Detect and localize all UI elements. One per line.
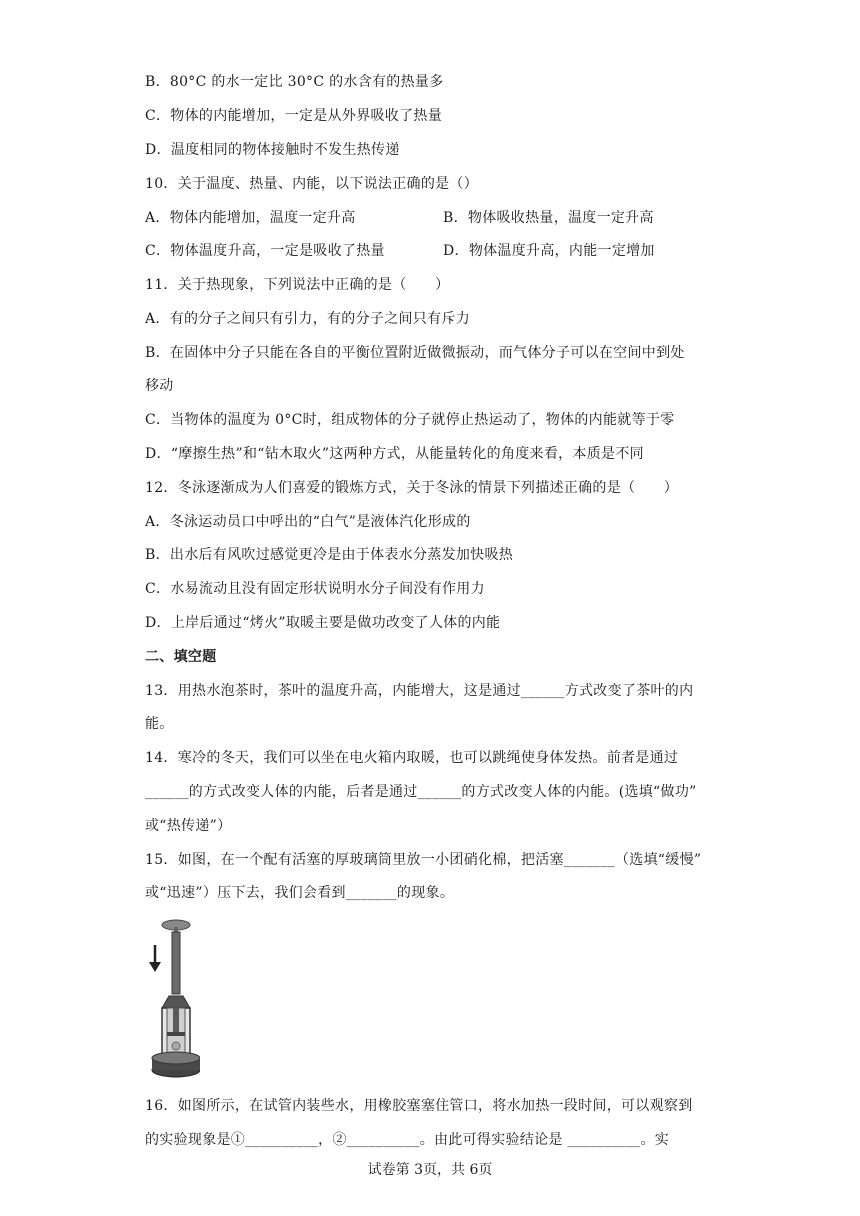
option-line: C．物体温度升高，一定是吸收了热量 bbox=[145, 243, 385, 259]
question-text-line: 或“热传递”） bbox=[145, 818, 232, 834]
option-line: A．冬泳运动员口中呼出的“白气”是液体汽化形成的 bbox=[145, 514, 471, 530]
question-10: 10．关于温度、热量、内能，以下说法正确的是（） bbox=[145, 176, 479, 192]
option-line: A．有的分子之间只有引力，有的分子之间只有斥力 bbox=[145, 311, 471, 327]
option-line: C．当物体的温度为 0°C时，组成物体的分子就停止热运动了，物体的内能就等于零 bbox=[145, 412, 675, 428]
option-line: D．“摩擦生热”和“钻木取火”这两种方式，从能量转化的角度来看，本质是不同 bbox=[145, 446, 644, 462]
option-line: D．物体温度升高，内能一定增加 bbox=[443, 243, 655, 259]
option-line: D．温度相同的物体接触时不发生热传递 bbox=[145, 142, 400, 158]
option-line: B．80°C 的水一定比 30°C 的水含有的热量多 bbox=[145, 74, 444, 90]
question-11: 11．关于热现象，下列说法中正确的是（ ） bbox=[145, 277, 450, 293]
piston-glass-tube-figure bbox=[140, 912, 200, 1082]
question-16: 16．如图所示，在试管内装些水，用橡胶塞塞住管口，将水加热一段时间，可以观察到 bbox=[145, 1098, 693, 1114]
question-text-line: 或“迅速”）压下去，我们会看到_______的现象。 bbox=[145, 885, 455, 901]
option-line: C．水易流动且没有固定形状说明水分子间没有作用力 bbox=[145, 581, 485, 597]
option-line: B．物体吸收热量，温度一定升高 bbox=[443, 210, 654, 226]
section-heading: 二、填空题 bbox=[145, 649, 217, 665]
question-12: 12．冬泳逐渐成为人们喜爱的锻炼方式，关于冬泳的情景下列描述正确的是（ ） bbox=[145, 480, 679, 496]
option-line: C．物体的内能增加，一定是从外界吸收了热量 bbox=[145, 108, 443, 124]
option-line: B．在固体中分子只能在各自的平衡位置附近做微振动，而气体分子可以在空间中到处 bbox=[145, 345, 685, 361]
question-text-line: 能。 bbox=[145, 716, 174, 732]
question-text-line: 的实验现象是①__________，②__________。由此可得实验结论是 __________。实 bbox=[145, 1132, 670, 1148]
option-line: A．物体内能增加，温度一定升高 bbox=[145, 210, 356, 226]
question-13: 13．用热水泡茶时，茶叶的温度升高，内能增大，这是通过______方式改变了茶叶的内 bbox=[145, 683, 694, 699]
question-14: 14．寒冷的冬天，我们可以坐在电火箱内取暖，也可以跳绳使身体发热。前者是通过 bbox=[145, 750, 679, 766]
page-footer: 试卷第 3页，共 6页 bbox=[367, 1162, 493, 1178]
question-text-line: ______的方式改变人体的内能，后者是通过______的方式改变人体的内能。(选填“做功” bbox=[145, 784, 697, 800]
question-15: 15．如图，在一个配有活塞的厚玻璃筒里放一小团硝化棉，把活塞_______（选填“缓慢” bbox=[145, 852, 702, 868]
option-line: 移动 bbox=[145, 378, 174, 394]
option-line: B．出水后有风吹过感觉更冷是由于体表水分蒸发加快吸热 bbox=[145, 547, 514, 563]
option-line: D．上岸后通过“烤火”取暖主要是做功改变了人体的内能 bbox=[145, 615, 501, 631]
